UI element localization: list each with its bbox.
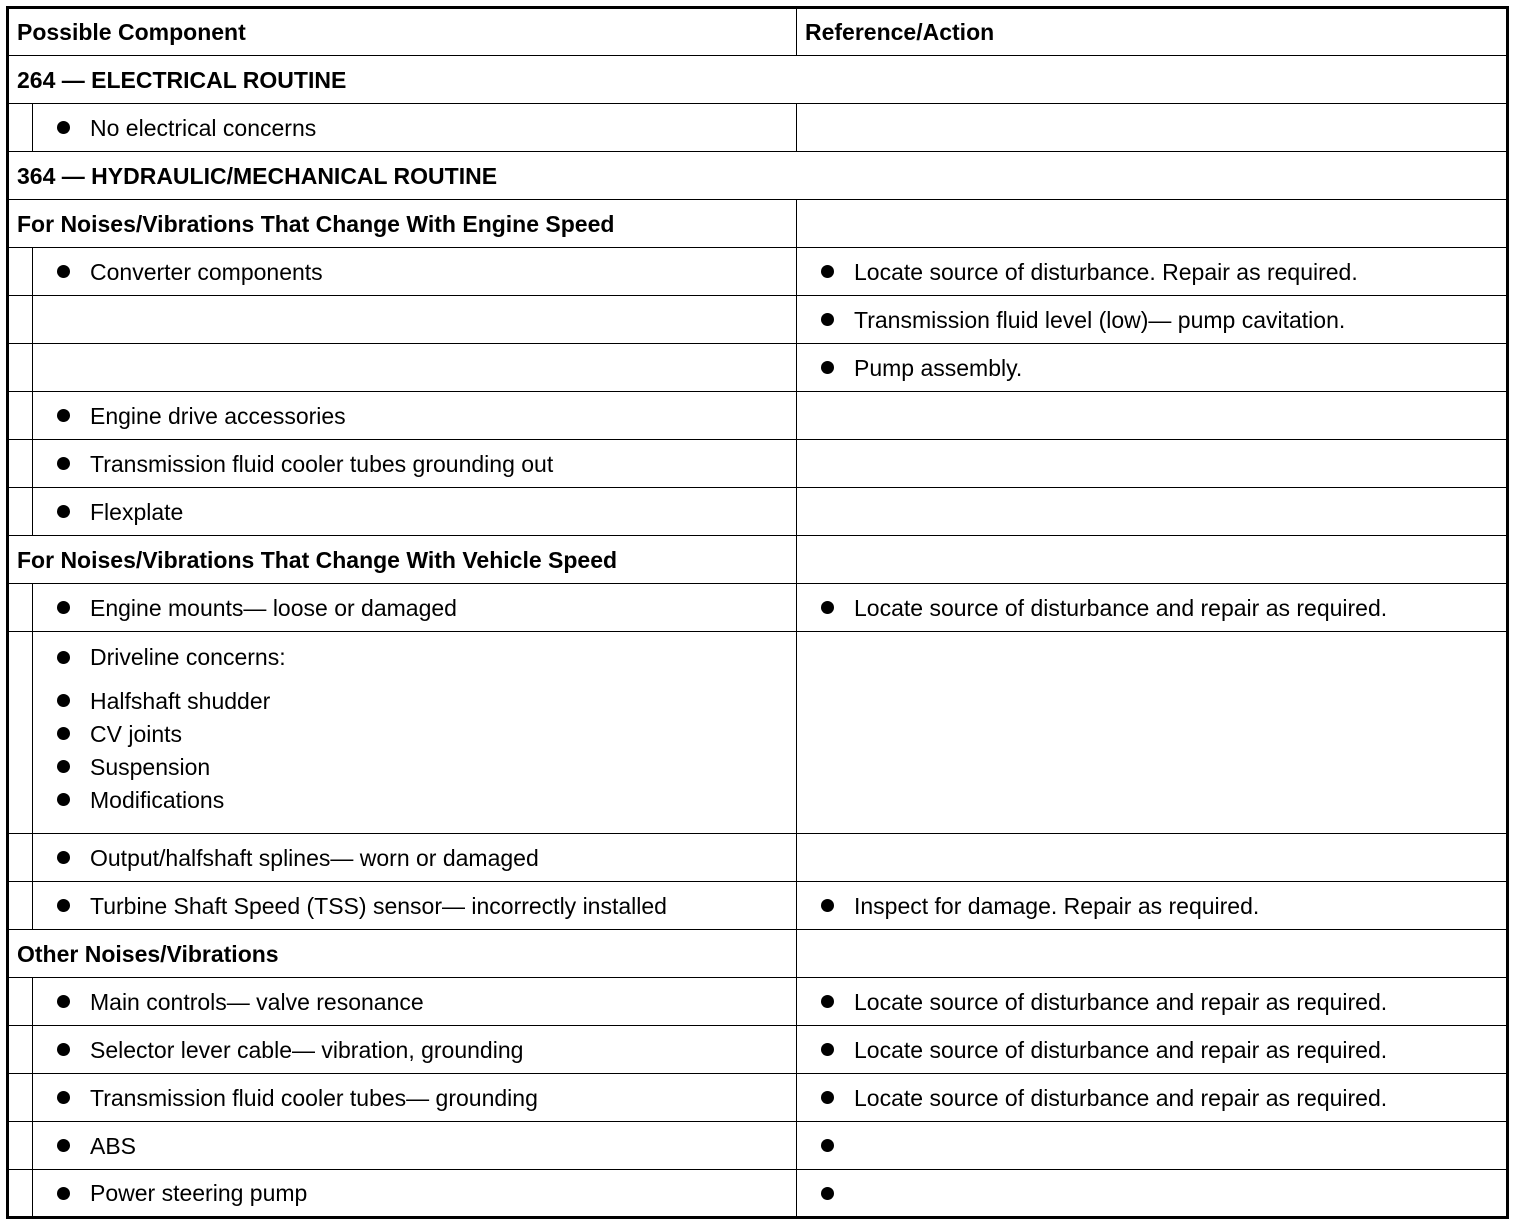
component-cell xyxy=(33,882,797,930)
bullet-icon xyxy=(821,995,834,1008)
bullet-icon xyxy=(57,457,70,470)
indent-cell xyxy=(8,392,33,440)
diagnostic-table xyxy=(6,6,1509,1219)
section-title-engine-speed: For Noises/Vibrations That Change With Engine Speed xyxy=(8,200,797,248)
component-text: Engine mounts— loose or damaged xyxy=(90,594,457,621)
reference-cell xyxy=(797,104,1508,152)
bullet-icon xyxy=(57,793,70,806)
reference-text: Locate source of disturbance. Repair as required. xyxy=(854,258,1358,285)
table-row xyxy=(8,488,1508,536)
component-cell xyxy=(33,632,797,834)
bullet-icon xyxy=(821,1091,834,1104)
bullet-icon xyxy=(57,505,70,518)
table-header-row xyxy=(8,8,1508,56)
component-cell xyxy=(33,1122,797,1170)
sub-item-text: Halfshaft shudder xyxy=(90,687,271,714)
indent-cell xyxy=(8,882,33,930)
component-text: Output/halfshaft splines— worn or damaged xyxy=(90,844,539,871)
component-text: Driveline concerns: xyxy=(90,644,286,670)
table-row xyxy=(8,882,1508,930)
reference-cell xyxy=(797,440,1508,488)
sub-item-text: CV joints xyxy=(90,720,183,747)
section-row-engine-speed xyxy=(8,200,1508,248)
bullet-icon xyxy=(821,1187,834,1200)
component-text: Main controls— valve resonance xyxy=(90,988,424,1015)
section-row-electrical xyxy=(8,56,1508,104)
indent-cell xyxy=(8,1074,33,1122)
component-cell xyxy=(33,978,797,1026)
component-text: Power steering pump xyxy=(90,1180,308,1206)
indent-cell xyxy=(8,834,33,882)
bullet-icon xyxy=(57,995,70,1008)
section-row-hydraulic xyxy=(8,152,1508,200)
table-row xyxy=(8,1074,1508,1122)
component-cell xyxy=(33,488,797,536)
section-title-hydraulic: 364 — HYDRAULIC/MECHANICAL ROUTINE xyxy=(8,152,1508,200)
bullet-icon xyxy=(57,1187,70,1200)
reference-cell xyxy=(797,834,1508,882)
component-text: Selector lever cable— vibration, grounding xyxy=(90,1036,524,1063)
table-row xyxy=(8,248,1508,296)
reference-cell xyxy=(797,882,1508,930)
component-text: Transmission fluid cooler tubes— grounding xyxy=(90,1084,538,1111)
reference-text: Locate source of disturbance and repair as required. xyxy=(854,988,1388,1015)
reference-cell xyxy=(797,296,1508,344)
component-cell xyxy=(33,440,797,488)
bullet-icon xyxy=(57,1043,70,1056)
component-cell xyxy=(33,248,797,296)
header-possible-component: Possible Component xyxy=(8,8,797,56)
bullet-icon xyxy=(821,1139,834,1152)
reference-cell xyxy=(797,392,1508,440)
component-text: Turbine Shaft Speed (TSS) sensor— incorrectly installed xyxy=(90,892,667,919)
component-cell xyxy=(33,344,797,392)
reference-cell xyxy=(797,1074,1508,1122)
bullet-icon xyxy=(821,361,834,374)
bullet-icon xyxy=(57,694,70,707)
component-text: ABS xyxy=(90,1132,137,1159)
bullet-icon xyxy=(821,265,834,278)
table-row xyxy=(8,392,1508,440)
reference-cell xyxy=(797,200,1508,248)
header-reference-action: Reference/Action xyxy=(797,8,1508,56)
reference-cell xyxy=(797,632,1508,834)
bullet-icon xyxy=(57,651,70,664)
indent-cell xyxy=(8,344,33,392)
bullet-icon xyxy=(821,899,834,912)
bullet-icon xyxy=(57,1091,70,1104)
reference-cell xyxy=(797,1170,1508,1218)
table-row xyxy=(8,978,1508,1026)
reference-cell xyxy=(797,978,1508,1026)
bullet-icon xyxy=(57,851,70,864)
component-cell xyxy=(33,392,797,440)
indent-cell xyxy=(8,584,33,632)
bullet-icon xyxy=(57,760,70,773)
reference-cell xyxy=(797,536,1508,584)
bullet-icon xyxy=(57,601,70,614)
reference-cell xyxy=(797,1122,1508,1170)
component-cell xyxy=(33,584,797,632)
component-text: Converter components xyxy=(90,258,323,285)
bullet-icon xyxy=(821,601,834,614)
table-row xyxy=(8,344,1508,392)
reference-text: Locate source of disturbance and repair as required. xyxy=(854,594,1388,621)
reference-cell xyxy=(797,344,1508,392)
reference-cell xyxy=(797,1026,1508,1074)
component-cell xyxy=(33,1074,797,1122)
component-text: No electrical concerns xyxy=(90,114,317,141)
table-row xyxy=(8,296,1508,344)
reference-text: Locate source of disturbance and repair as required. xyxy=(854,1036,1388,1063)
reference-cell xyxy=(797,248,1508,296)
table-row xyxy=(8,440,1508,488)
indent-cell xyxy=(8,1170,33,1218)
section-row-other xyxy=(8,930,1508,978)
component-text: Transmission fluid cooler tubes grounding out xyxy=(90,450,554,477)
component-cell xyxy=(33,104,797,152)
bullet-icon xyxy=(57,409,70,422)
section-title-other: Other Noises/Vibrations xyxy=(8,930,797,978)
indent-cell xyxy=(8,1122,33,1170)
component-text: Engine drive accessories xyxy=(90,402,346,429)
table-row xyxy=(8,104,1508,152)
indent-cell xyxy=(8,978,33,1026)
reference-cell xyxy=(797,488,1508,536)
reference-cell xyxy=(797,584,1508,632)
section-row-vehicle-speed xyxy=(8,536,1508,584)
table-row xyxy=(8,1122,1508,1170)
bullet-icon xyxy=(821,313,834,326)
reference-cell xyxy=(797,930,1508,978)
component-cell xyxy=(33,1026,797,1074)
bullet-icon xyxy=(57,1139,70,1152)
reference-text: Transmission fluid level (low)— pump cavitation. xyxy=(854,306,1346,333)
indent-cell xyxy=(8,296,33,344)
bullet-icon xyxy=(57,121,70,134)
bullet-icon xyxy=(57,899,70,912)
reference-text: Pump assembly. xyxy=(854,354,1023,381)
component-cell xyxy=(33,834,797,882)
indent-cell xyxy=(8,632,33,834)
indent-cell xyxy=(8,104,33,152)
indent-cell xyxy=(8,440,33,488)
reference-text: Locate source of disturbance and repair as required. xyxy=(854,1084,1388,1111)
table-row xyxy=(8,584,1508,632)
sub-item-text: Modifications xyxy=(90,786,225,813)
sub-item-text: Suspension xyxy=(90,753,211,780)
bullet-icon xyxy=(57,265,70,278)
section-title-electrical: 264 — ELECTRICAL ROUTINE xyxy=(8,56,1508,104)
component-cell xyxy=(33,296,797,344)
table-row xyxy=(8,1170,1508,1218)
component-text: Flexplate xyxy=(90,498,184,525)
reference-text: Inspect for damage. Repair as required. xyxy=(854,892,1260,919)
table-row-driveline xyxy=(8,632,1508,834)
indent-cell xyxy=(8,1026,33,1074)
section-title-vehicle-speed: For Noises/Vibrations That Change With Vehicle Speed xyxy=(8,536,797,584)
bullet-icon xyxy=(57,727,70,740)
component-cell xyxy=(33,1170,797,1218)
bullet-icon xyxy=(821,1043,834,1056)
indent-cell xyxy=(8,488,33,536)
table-row xyxy=(8,834,1508,882)
table-row xyxy=(8,1026,1508,1074)
indent-cell xyxy=(8,248,33,296)
